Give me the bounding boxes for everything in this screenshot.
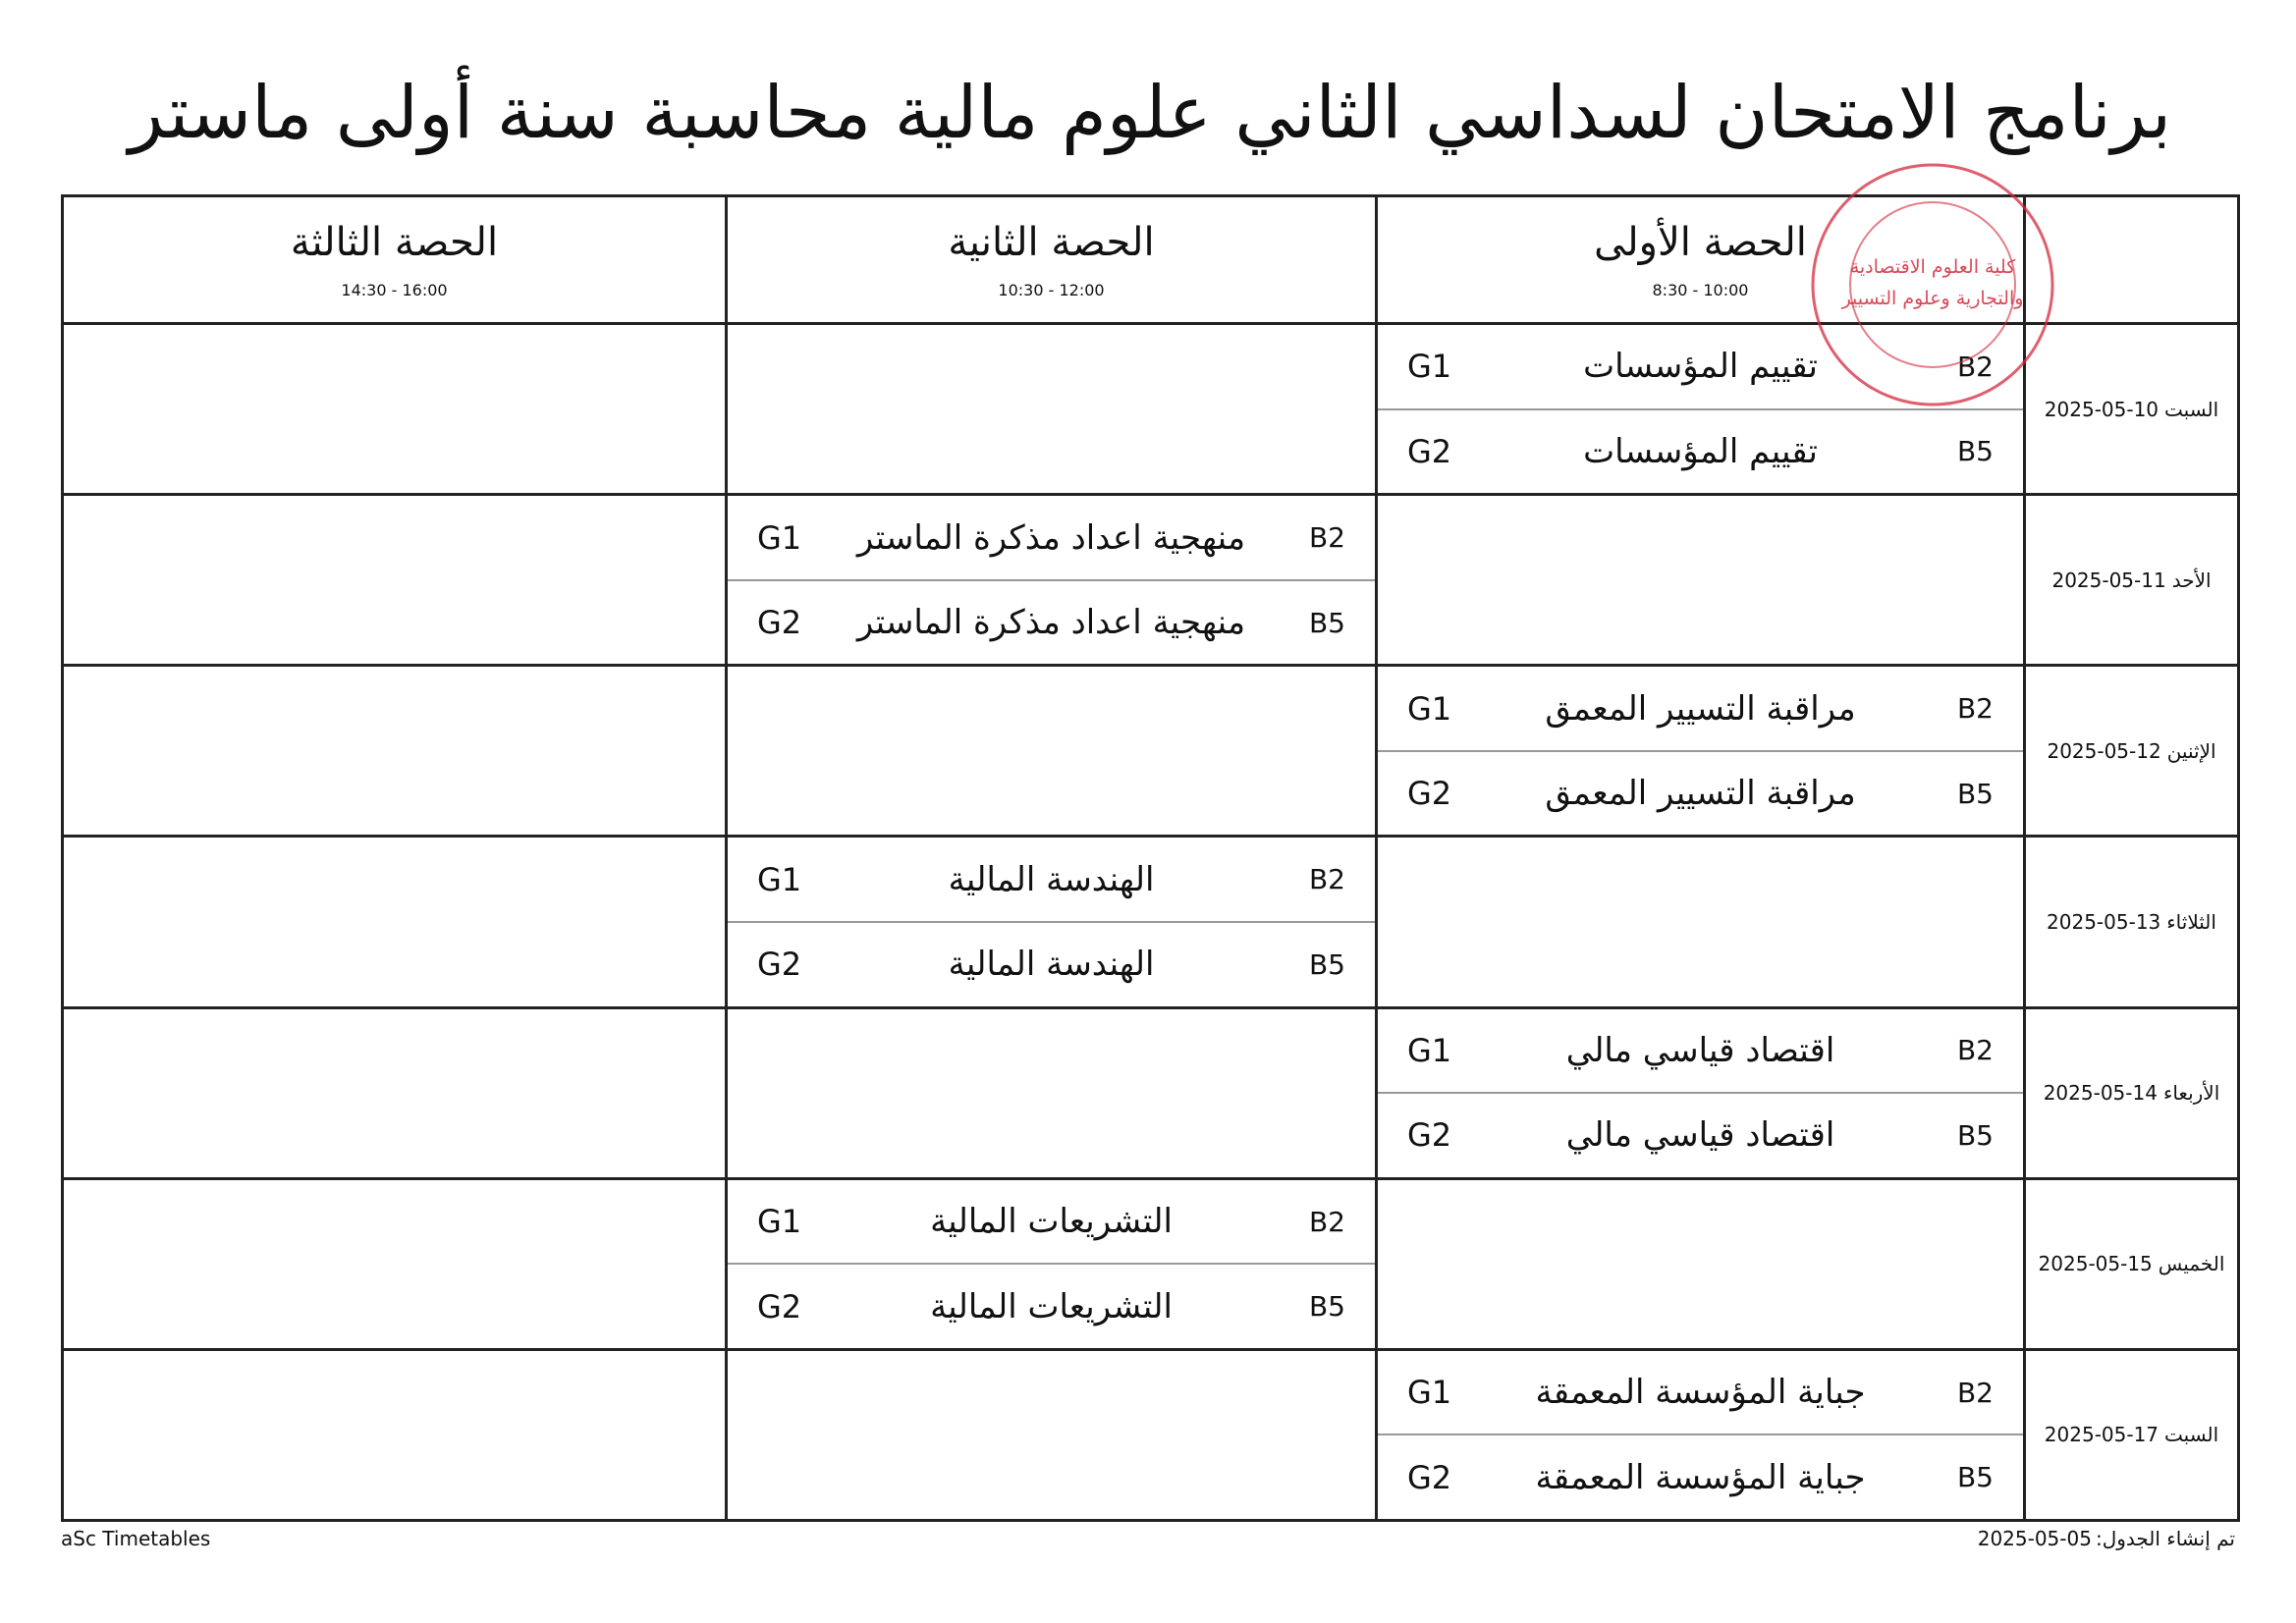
- day-name: الأربعاء: [2162, 1081, 2220, 1106]
- exam-room: B2: [1308, 1205, 1345, 1238]
- period-cell-3: [63, 495, 727, 666]
- exam-group: G2: [1407, 1458, 1452, 1496]
- page-title: برنامج الامتحان لسداسي الثاني علوم مالية محاسبة سنة أولى ماستر: [128, 71, 2172, 155]
- period-header-2: [727, 196, 1377, 324]
- exam-entry: [1378, 750, 2023, 836]
- day-date: 2025-05-17: [2044, 1423, 2159, 1447]
- exam-subject: جباية المؤسسة المعمقة: [1535, 1457, 1866, 1497]
- day-row: [63, 1178, 2239, 1349]
- day-cell: [2025, 495, 2239, 666]
- exam-group: G2: [757, 946, 802, 984]
- period-cell-2: [727, 1007, 1377, 1178]
- day-cell: [2025, 837, 2239, 1007]
- exam-slot: [728, 1180, 1375, 1348]
- exam-room: B2: [1308, 863, 1345, 896]
- exam-entry: [728, 1180, 1375, 1264]
- period-cell-3: [63, 666, 727, 837]
- exam-group: G1: [757, 518, 802, 557]
- exam-entry: [728, 579, 1375, 665]
- exam-subject: الهندسة المالية: [948, 859, 1155, 899]
- day-cell: [2025, 666, 2239, 837]
- period-cell-2: [727, 666, 1377, 837]
- exam-entry: [1378, 667, 2023, 750]
- exam-room: B2: [1308, 521, 1345, 554]
- day-date: 2025-05-14: [2043, 1081, 2158, 1106]
- exam-room: B5: [1956, 1461, 1994, 1494]
- exam-entry: [1378, 1009, 2023, 1093]
- exam-slot: [1378, 1351, 2023, 1519]
- exam-subject: التشريعات المالية: [930, 1286, 1173, 1326]
- exam-room: B2: [1956, 1376, 1994, 1409]
- exam-entry: [1378, 1092, 2023, 1177]
- software-credit: aSc Timetables: [61, 1527, 211, 1550]
- period-cell-1: [1377, 1349, 2025, 1520]
- exam-entry: [728, 838, 1375, 921]
- exam-room: B2: [1956, 350, 1994, 383]
- day-cell: [2025, 1349, 2239, 1520]
- exam-room: B5: [1956, 1118, 1994, 1152]
- day-date: 2025-05-15: [2038, 1252, 2153, 1276]
- day-row: [63, 837, 2239, 1007]
- period-time: 10:30 - 12:00: [998, 281, 1105, 300]
- exam-subject: اقتصاد قياسي مالي: [1565, 1115, 1835, 1156]
- exam-subject: الهندسة المالية: [948, 945, 1155, 985]
- exam-subject: منهجية اعداد مذكرة الماستر: [856, 603, 1246, 643]
- exam-group: G1: [757, 1203, 802, 1240]
- exam-room: B5: [1308, 947, 1345, 981]
- day-row: [63, 1007, 2239, 1178]
- created-note: [1976, 1527, 2237, 1550]
- exam-slot: [728, 838, 1375, 1005]
- day-date: 2025-05-12: [2047, 738, 2161, 763]
- period-name: الحصة الثالثة: [290, 220, 499, 266]
- exam-group: G1: [1407, 1374, 1452, 1412]
- day-name: السبت: [2164, 397, 2219, 421]
- period-cell-2: [727, 324, 1377, 495]
- exam-subject: تقييم المؤسسات: [1583, 431, 1818, 471]
- day-row: [63, 495, 2239, 666]
- day-row: [63, 1349, 2239, 1520]
- period-cell-3: [63, 1007, 727, 1178]
- exam-room: B5: [1308, 1290, 1345, 1324]
- period-cell-2: [727, 1178, 1377, 1349]
- period-cell-1: [1377, 666, 2025, 837]
- exam-entry: [1378, 1434, 2023, 1519]
- exam-group: G1: [757, 860, 802, 898]
- exam-subject: مراقبة التسيير المعمق: [1545, 688, 1856, 729]
- faculty-stamp: [1785, 157, 2070, 422]
- exam-group: G1: [1407, 1031, 1452, 1069]
- period-header-3: [63, 196, 727, 324]
- day-row: [63, 666, 2239, 837]
- period-cell-3: [63, 324, 727, 495]
- day-date: 2025-05-11: [2051, 568, 2166, 592]
- period-cell-1: [1377, 495, 2025, 666]
- exam-subject: التشريعات المالية: [930, 1202, 1173, 1241]
- day-name: الخميس: [2158, 1252, 2225, 1276]
- exam-subject: تقييم المؤسسات: [1583, 347, 1818, 387]
- exam-room: B2: [1956, 1034, 1994, 1067]
- period-cell-1: [1377, 837, 2025, 1007]
- exam-group: G2: [1407, 1116, 1452, 1155]
- exam-subject: منهجية اعداد مذكرة الماستر: [856, 517, 1246, 558]
- period-time: 8:30 - 10:00: [1652, 281, 1749, 300]
- exam-slot: [1378, 667, 2023, 835]
- exam-group: G1: [1407, 689, 1452, 728]
- exam-group: G2: [1407, 775, 1452, 813]
- day-name: الأحد: [2171, 568, 2212, 592]
- period-cell-2: [727, 495, 1377, 666]
- exam-slot: [1378, 1009, 2023, 1177]
- exam-group: G2: [757, 604, 802, 642]
- exam-subject: مراقبة التسيير المعمق: [1545, 774, 1856, 814]
- exam-group: G2: [757, 1287, 802, 1325]
- exam-entry: [1378, 1351, 2023, 1434]
- exam-group: G2: [1407, 432, 1452, 470]
- exam-room: B5: [1956, 777, 1994, 810]
- exam-room: B5: [1956, 435, 1994, 468]
- period-time: 14:30 - 16:00: [341, 281, 448, 300]
- exam-subject: اقتصاد قياسي مالي: [1565, 1030, 1835, 1070]
- exam-entry: [728, 496, 1375, 579]
- created-date: 2025-05-05: [1977, 1527, 2092, 1550]
- day-date: 2025-05-13: [2047, 910, 2161, 935]
- day-name: الثلاثاء: [2166, 910, 2216, 935]
- period-cell-3: [63, 1349, 727, 1520]
- period-cell-1: [1377, 1178, 2025, 1349]
- stamp-line-1: كلية العلوم الاقتصادية: [1849, 256, 2016, 278]
- period-cell-2: [727, 837, 1377, 1007]
- exam-room: B2: [1956, 692, 1994, 726]
- day-date: 2025-05-10: [2044, 397, 2159, 421]
- exam-room: B5: [1308, 606, 1345, 639]
- exam-entry: [728, 1263, 1375, 1348]
- exam-entry: [728, 921, 1375, 1006]
- period-cell-3: [63, 837, 727, 1007]
- exam-group: G1: [1407, 348, 1452, 386]
- day-cell: [2025, 1007, 2239, 1178]
- period-cell-1: [1377, 1007, 2025, 1178]
- period-cell-2: [727, 1349, 1377, 1520]
- exam-subject: جباية المؤسسة المعمقة: [1535, 1373, 1866, 1413]
- day-name: السبت: [2164, 1423, 2219, 1447]
- day-name: الإثنين: [2166, 738, 2216, 763]
- day-cell: [2025, 1178, 2239, 1349]
- created-label: تم إنشاء الجدول:: [2095, 1527, 2235, 1550]
- exam-slot: [728, 496, 1375, 664]
- period-name: الحصة الثانية: [948, 220, 1155, 266]
- period-cell-3: [63, 1178, 727, 1349]
- period-name: الحصة الأولى: [1594, 220, 1807, 266]
- stamp-line-2: والتجارية وعلوم التسيير: [1841, 288, 2024, 309]
